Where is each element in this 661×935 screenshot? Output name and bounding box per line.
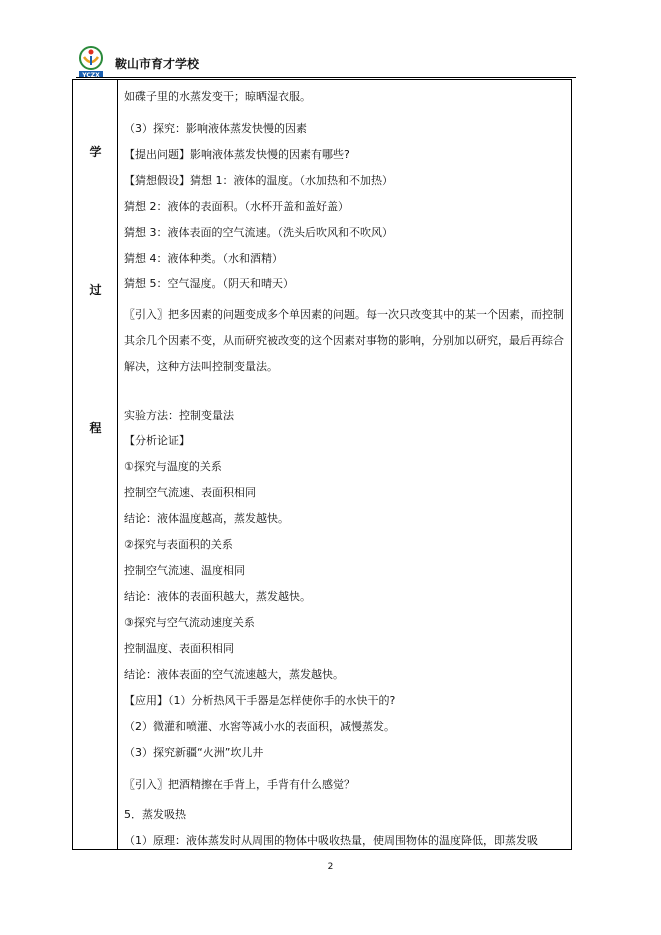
text-line: 控制温度、表面积相同 (124, 642, 234, 655)
text-line: （2）微灌和喷灌、水窖等减小水的表面积，减慢蒸发。 (124, 720, 395, 733)
text-line: （1）原理：液体蒸发时从周围的物体中吸收热量，使周围物体的温度降低，即蒸发吸 (124, 834, 538, 847)
text-line: 控制空气流速、表面积相同 (124, 486, 256, 499)
school-logo-icon (78, 45, 104, 79)
section-label-column (73, 80, 118, 849)
lesson-table (72, 79, 572, 850)
text-line: 如碟子里的水蒸发变干；晾晒湿衣服。 (124, 90, 311, 103)
text-line: 【应用】（1）分析热风干手器是怎样使你手的水快干的? (124, 694, 396, 707)
text-line: （3）探究：影响液体蒸发快慢的因素 (124, 122, 307, 135)
text-line: 猜想 4：液体种类。（水和酒精） (124, 252, 283, 265)
text-line: 猜想 3：液体表面的空气流速。（洗头后吹风和不吹风） (124, 226, 393, 239)
header-rule (76, 77, 576, 78)
text-line: 实验方法：控制变量法 (124, 409, 234, 422)
logo-text: YCZX (82, 72, 100, 79)
text-line: 结论：液体温度越高，蒸发越快。 (124, 512, 289, 525)
text-line: 控制空气流速、温度相同 (124, 564, 245, 577)
text-line: 结论：液体表面的空气流速越大，蒸发越快。 (124, 668, 344, 681)
text-line: ②探究与表面积的关系 (124, 538, 233, 551)
text-line: 〖引入〗把酒精擦在手背上，手背有什么感觉？ (124, 778, 355, 791)
text-line: 猜想 2：液体的表面积。（水杯开盖和盖好盖） (124, 200, 349, 213)
page-number: 2 (327, 862, 334, 872)
school-name: 鞍山市育才学校 (115, 57, 200, 71)
text-line: ①探究与温度的关系 (124, 460, 222, 473)
intro-paragraph: 〖引入〗把多因素的问题变成多个单因素的问题。每一次只改变其中的某一个因素，而控制其余几个因素不变，从而研究被改变的这个因素对事物的影响，分别加以研究，最后再综合解决，这种方法叫控制变量法。 (124, 308, 564, 373)
text-line: ③探究与空气流动速度关系 (124, 616, 255, 629)
text-line: 【猜想假设】猜想 1：液体的温度。（水加热和不加热） (124, 174, 393, 187)
text-line: 【分析论证】 (124, 434, 190, 447)
section-label-char: 程 (89, 421, 102, 435)
section-label-char: 学 (89, 145, 102, 159)
text-line: 结论：液体的表面积越大，蒸发越快。 (124, 590, 311, 603)
text-line: 【提出问题】影响液体蒸发快慢的因素有哪些? (124, 148, 350, 161)
content-column (118, 80, 571, 849)
section-label-char: 过 (89, 283, 102, 297)
text-line: （3）探究新疆“火洲”坎儿井 (124, 746, 264, 759)
text-line: 猜想 5：空气湿度。（阴天和晴天） (124, 277, 294, 290)
text-line: 5．蒸发吸热 (124, 808, 186, 821)
